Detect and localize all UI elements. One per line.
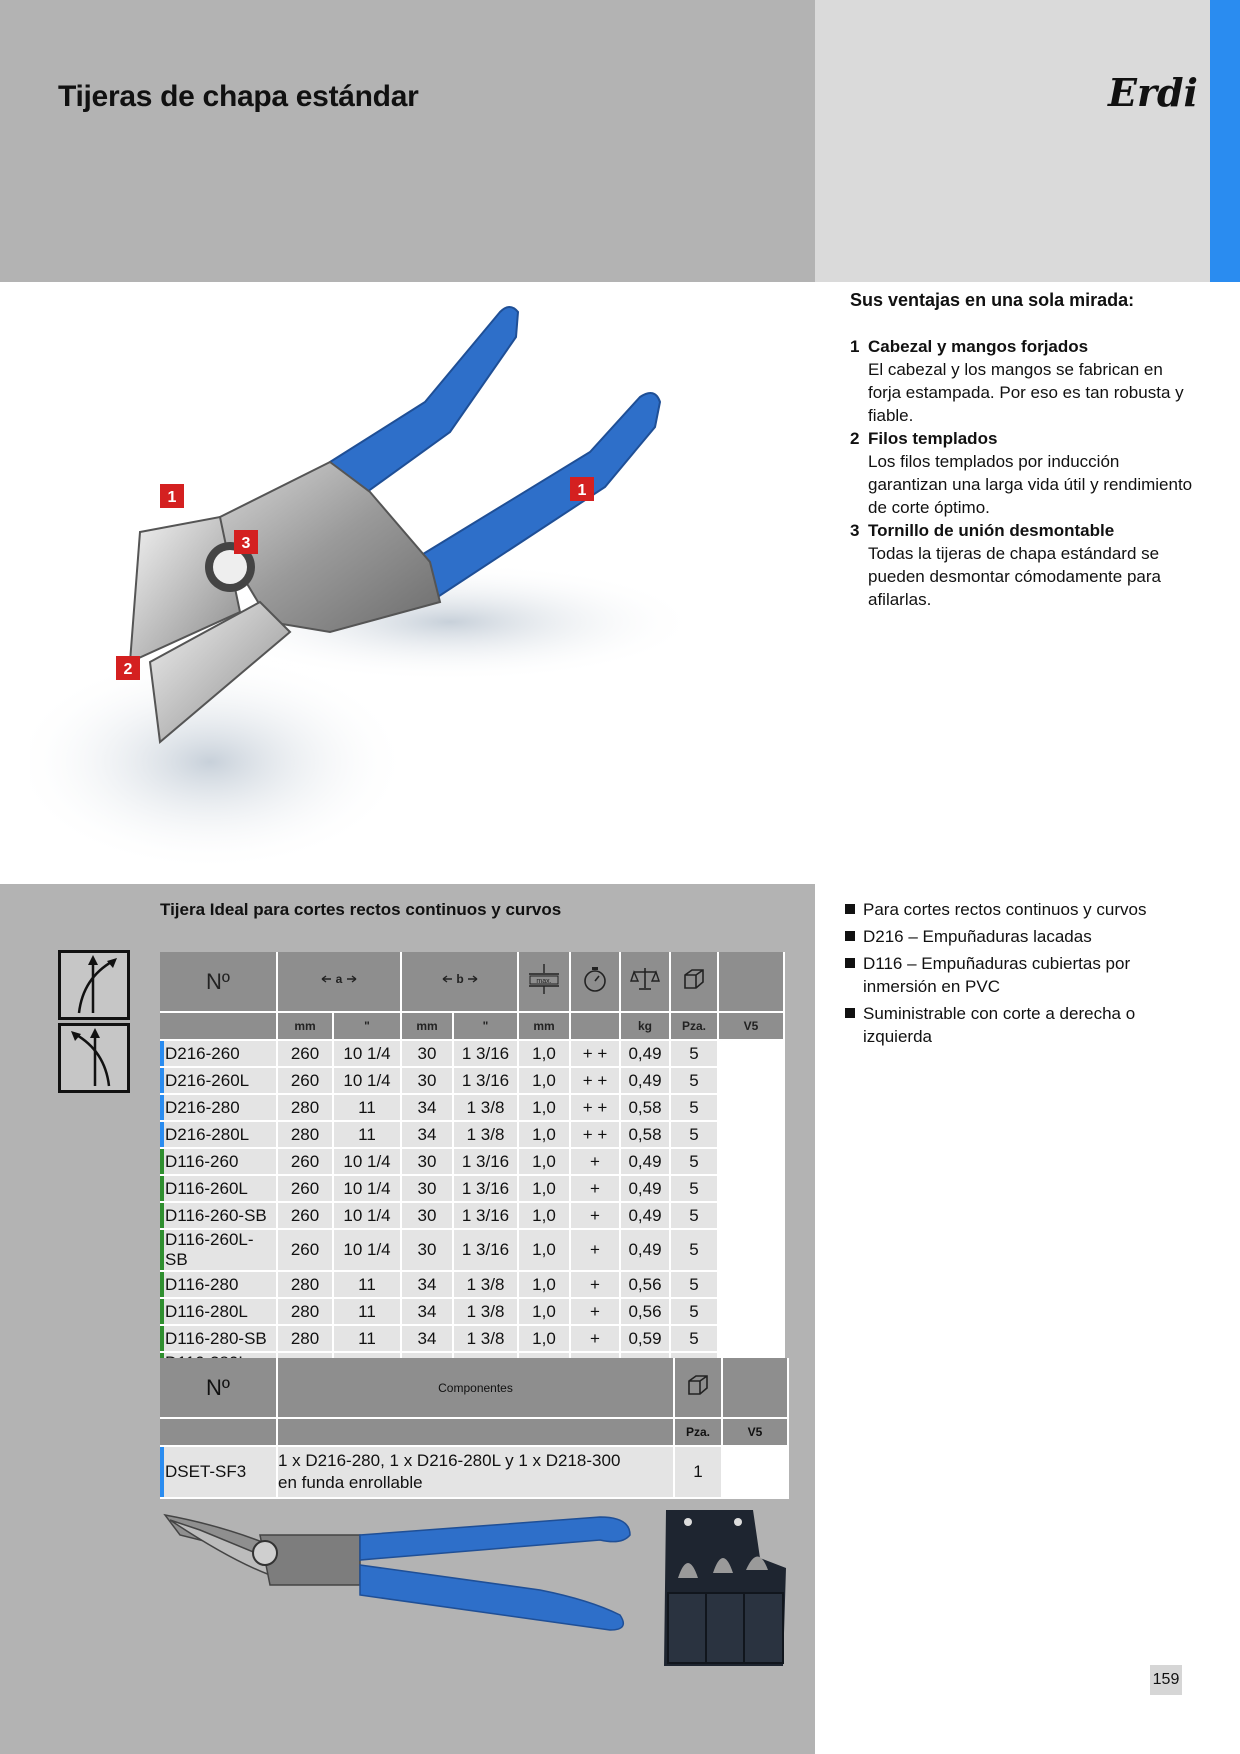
row-inch-a: 10 1/4 — [333, 1175, 401, 1202]
row-inch-b: 1 3/16 — [453, 1067, 518, 1094]
row-weight: 0,49 — [620, 1202, 670, 1229]
product-photo — [30, 282, 815, 882]
row-inch-b: 1 3/16 — [453, 1202, 518, 1229]
unit-mm-max: mm — [518, 1012, 570, 1040]
list-item: D216 – Empuñaduras lacadas — [845, 925, 1205, 948]
set-pza: 1 — [674, 1446, 722, 1498]
marker-1-head-label: 1 — [167, 489, 177, 506]
row-weight: 0,59 — [620, 1325, 670, 1352]
page-number: 159 — [1150, 1665, 1182, 1695]
row-mm-b: 30 — [401, 1067, 453, 1094]
row-v5 — [718, 1040, 784, 1067]
row-inch-b: 1 3/8 — [453, 1121, 518, 1148]
row-code: D216-280 — [160, 1094, 277, 1121]
row-inch-b: 1 3/8 — [453, 1271, 518, 1298]
row-max-thickness: 1,0 — [518, 1040, 570, 1067]
header-band-right — [815, 0, 1210, 282]
scale-icon — [620, 952, 670, 1012]
row-weight: 0,49 — [620, 1067, 670, 1094]
table-row — [160, 1446, 788, 1498]
row-inch-b: 1 3/16 — [453, 1040, 518, 1067]
unit-inch-b: " — [453, 1012, 518, 1040]
row-mm-a: 260 — [277, 1229, 333, 1271]
advantage-body: Todas la tijeras de chapa estándard se pueden desmontar cómodamente para afilarlas. — [868, 544, 1161, 609]
row-v5 — [718, 1121, 784, 1148]
row-inch-b: 1 3/16 — [453, 1148, 518, 1175]
row-mm-b: 34 — [401, 1121, 453, 1148]
row-inch-a: 11 — [333, 1325, 401, 1352]
unit-inch-a: " — [333, 1012, 401, 1040]
row-code: D216-280L — [160, 1121, 277, 1148]
package-icon — [670, 952, 718, 1012]
set-table — [160, 1358, 789, 1499]
set-unit-v5: V5 — [722, 1418, 788, 1446]
row-pieces: 5 — [670, 1229, 718, 1271]
row-code: D116-280L — [160, 1298, 277, 1325]
unit-blank — [160, 1012, 277, 1040]
header-no: Nº — [160, 952, 277, 1012]
unit-v5: V5 — [718, 1012, 784, 1040]
row-code: D116-260-SB — [160, 1202, 277, 1229]
row-max-thickness: 1,0 — [518, 1298, 570, 1325]
advantage-number: 3 — [850, 521, 860, 540]
advantage-item — [850, 427, 1195, 519]
row-mm-a: 260 — [277, 1148, 333, 1175]
row-mm-a: 280 — [277, 1121, 333, 1148]
set-unit-blank — [160, 1418, 277, 1446]
set-v5 — [722, 1446, 788, 1498]
advantage-heading: Tornillo de unión desmontable — [868, 521, 1115, 540]
table-row — [160, 1229, 784, 1271]
row-code: D116-260L — [160, 1175, 277, 1202]
row-mm-a: 260 — [277, 1202, 333, 1229]
row-rating: + — [570, 1148, 620, 1175]
row-v5 — [718, 1067, 784, 1094]
row-mm-b: 34 — [401, 1271, 453, 1298]
row-inch-a: 11 — [333, 1271, 401, 1298]
row-code: D216-260L — [160, 1067, 277, 1094]
row-v5 — [718, 1325, 784, 1352]
list-item: D116 – Empuñaduras cubiertas por inmersión en PVC — [845, 952, 1205, 998]
row-rating: + + — [570, 1067, 620, 1094]
set-components-line1: 1 x D216-280, 1 x D216-280L y 1 x D218-300 — [278, 1451, 621, 1470]
table-row — [160, 1175, 784, 1202]
brand-logo: Erdi — [1108, 70, 1198, 115]
row-weight: 0,49 — [620, 1175, 670, 1202]
set-header-blank — [722, 1358, 788, 1418]
row-mm-b: 34 — [401, 1325, 453, 1352]
square-bullet-icon — [845, 1008, 855, 1018]
advantages-list — [850, 335, 1195, 611]
row-pieces: 5 — [670, 1325, 718, 1352]
row-v5 — [718, 1148, 784, 1175]
advantage-item — [850, 335, 1195, 427]
svg-text:a: a — [335, 972, 343, 986]
advantage-item — [850, 519, 1195, 611]
row-mm-b: 34 — [401, 1094, 453, 1121]
straight-curve-left-icon — [58, 1023, 130, 1093]
table-row — [160, 1067, 784, 1094]
table-row — [160, 1040, 784, 1067]
tool-roll-pouch-photo — [658, 1508, 788, 1668]
shears-side-photo — [160, 1505, 640, 1645]
row-inch-a: 10 1/4 — [333, 1202, 401, 1229]
table-row — [160, 1121, 784, 1148]
row-inch-a: 10 1/4 — [333, 1148, 401, 1175]
set-header-components: Componentes — [277, 1358, 674, 1418]
row-v5 — [718, 1094, 784, 1121]
list-item: Suministrable con corte a derecha o izquierda — [845, 1002, 1205, 1048]
row-mm-a: 280 — [277, 1298, 333, 1325]
features-list — [845, 898, 1205, 1052]
list-item: Para cortes rectos continuos y curvos — [845, 898, 1205, 921]
row-inch-a: 10 1/4 — [333, 1040, 401, 1067]
row-inch-a: 11 — [333, 1094, 401, 1121]
unit-mm-b: mm — [401, 1012, 453, 1040]
advantages-title: Sus ventajas en una sola mirada: — [850, 290, 1135, 310]
row-code: D216-260 — [160, 1040, 277, 1067]
row-max-thickness: 1,0 — [518, 1094, 570, 1121]
table-row — [160, 1094, 784, 1121]
row-mm-b: 30 — [401, 1175, 453, 1202]
header-length-b — [401, 952, 518, 1012]
row-weight: 0,49 — [620, 1040, 670, 1067]
row-v5 — [718, 1298, 784, 1325]
row-pieces: 5 — [670, 1040, 718, 1067]
set-code: DSET-SF3 — [160, 1446, 277, 1498]
row-v5 — [718, 1229, 784, 1271]
set-header-no: Nº — [160, 1358, 277, 1418]
unit-mm-a: mm — [277, 1012, 333, 1040]
row-rating: + + — [570, 1121, 620, 1148]
row-mm-a: 280 — [277, 1094, 333, 1121]
square-bullet-icon — [845, 958, 855, 968]
row-mm-b: 30 — [401, 1202, 453, 1229]
row-rating: + — [570, 1325, 620, 1352]
row-pieces: 5 — [670, 1175, 718, 1202]
row-code: D116-260 — [160, 1148, 277, 1175]
unit-kg: kg — [620, 1012, 670, 1040]
row-weight: 0,49 — [620, 1148, 670, 1175]
row-v5 — [718, 1175, 784, 1202]
row-code: D116-280 — [160, 1271, 277, 1298]
row-weight: 0,56 — [620, 1271, 670, 1298]
marker-1-handle-label: 1 — [577, 482, 587, 499]
stopwatch-icon — [570, 952, 620, 1012]
advantage-body: Los filos templados por inducción garantizan una larga vida útil y rendimiento de corte óptimo. — [868, 452, 1193, 517]
header-v5-blank — [718, 952, 784, 1012]
svg-text:b: b — [455, 972, 464, 986]
row-mm-b: 30 — [401, 1040, 453, 1067]
row-mm-b: 30 — [401, 1148, 453, 1175]
row-mm-a: 260 — [277, 1067, 333, 1094]
product-table — [160, 952, 785, 1395]
row-pieces: 5 — [670, 1121, 718, 1148]
row-weight: 0,58 — [620, 1121, 670, 1148]
page-title: Tijeras de chapa estándar — [58, 80, 419, 113]
svg-text:max.: max. — [536, 978, 552, 985]
set-unit-pza: Pza. — [674, 1418, 722, 1446]
row-v5 — [718, 1202, 784, 1229]
max-thickness-icon — [518, 952, 570, 1012]
row-weight: 0,56 — [620, 1298, 670, 1325]
advantage-heading: Cabezal y mangos forjados — [868, 337, 1089, 356]
row-max-thickness: 1,0 — [518, 1148, 570, 1175]
row-max-thickness: 1,0 — [518, 1229, 570, 1271]
set-components-line2: en funda enrollable — [278, 1473, 423, 1492]
row-rating: + — [570, 1271, 620, 1298]
row-mm-a: 280 — [277, 1325, 333, 1352]
row-rating: + + — [570, 1094, 620, 1121]
row-rating: + + — [570, 1040, 620, 1067]
row-v5 — [718, 1271, 784, 1298]
row-code: D116-280-SB — [160, 1325, 277, 1352]
row-inch-b: 1 3/8 — [453, 1298, 518, 1325]
row-pieces: 5 — [670, 1298, 718, 1325]
row-max-thickness: 1,0 — [518, 1121, 570, 1148]
set-components — [277, 1446, 674, 1498]
row-mm-b: 34 — [401, 1298, 453, 1325]
row-pieces: 5 — [670, 1202, 718, 1229]
square-bullet-icon — [845, 931, 855, 941]
set-unit-blank2 — [277, 1418, 674, 1446]
straight-curve-right-icon — [58, 950, 130, 1020]
row-rating: + — [570, 1202, 620, 1229]
advantage-body: El cabezal y los mangos se fabrican en forja estampada. Por eso es tan robusta y fiable. — [868, 360, 1184, 425]
row-inch-b: 1 3/8 — [453, 1325, 518, 1352]
advantage-number: 1 — [850, 337, 860, 356]
header-accent-bar — [1210, 0, 1240, 282]
row-inch-b: 1 3/16 — [453, 1229, 518, 1271]
row-inch-a: 10 1/4 — [333, 1067, 401, 1094]
row-inch-a: 11 — [333, 1298, 401, 1325]
table-title: Tijera Ideal para cortes rectos continuos y curvos — [160, 900, 562, 919]
row-inch-b: 1 3/16 — [453, 1175, 518, 1202]
row-mm-a: 280 — [277, 1271, 333, 1298]
header-band — [0, 0, 815, 282]
row-pieces: 5 — [670, 1094, 718, 1121]
table-row — [160, 1298, 784, 1325]
row-pieces: 5 — [670, 1271, 718, 1298]
row-weight: 0,49 — [620, 1229, 670, 1271]
row-weight: 0,58 — [620, 1094, 670, 1121]
row-mm-b: 30 — [401, 1229, 453, 1271]
row-max-thickness: 1,0 — [518, 1271, 570, 1298]
header-length-a — [277, 952, 401, 1012]
marker-3-label: 3 — [241, 535, 251, 552]
table-row — [160, 1325, 784, 1352]
row-pieces: 5 — [670, 1067, 718, 1094]
marker-2-label: 2 — [123, 661, 133, 678]
table-row — [160, 1271, 784, 1298]
row-mm-a: 260 — [277, 1175, 333, 1202]
row-inch-b: 1 3/8 — [453, 1094, 518, 1121]
row-max-thickness: 1,0 — [518, 1067, 570, 1094]
table-row — [160, 1202, 784, 1229]
row-mm-a: 260 — [277, 1040, 333, 1067]
row-inch-a: 11 — [333, 1121, 401, 1148]
table-row — [160, 1148, 784, 1175]
row-max-thickness: 1,0 — [518, 1325, 570, 1352]
advantage-heading: Filos templados — [868, 429, 998, 448]
row-max-thickness: 1,0 — [518, 1175, 570, 1202]
row-rating: + — [570, 1175, 620, 1202]
row-code: D116-260L-SB — [160, 1229, 277, 1271]
unit-rating — [570, 1012, 620, 1040]
row-pieces: 5 — [670, 1148, 718, 1175]
set-package-icon — [674, 1358, 722, 1418]
row-rating: + — [570, 1229, 620, 1271]
row-max-thickness: 1,0 — [518, 1202, 570, 1229]
row-inch-a: 10 1/4 — [333, 1229, 401, 1271]
unit-pza: Pza. — [670, 1012, 718, 1040]
square-bullet-icon — [845, 904, 855, 914]
advantage-number: 2 — [850, 429, 860, 448]
row-rating: + — [570, 1298, 620, 1325]
